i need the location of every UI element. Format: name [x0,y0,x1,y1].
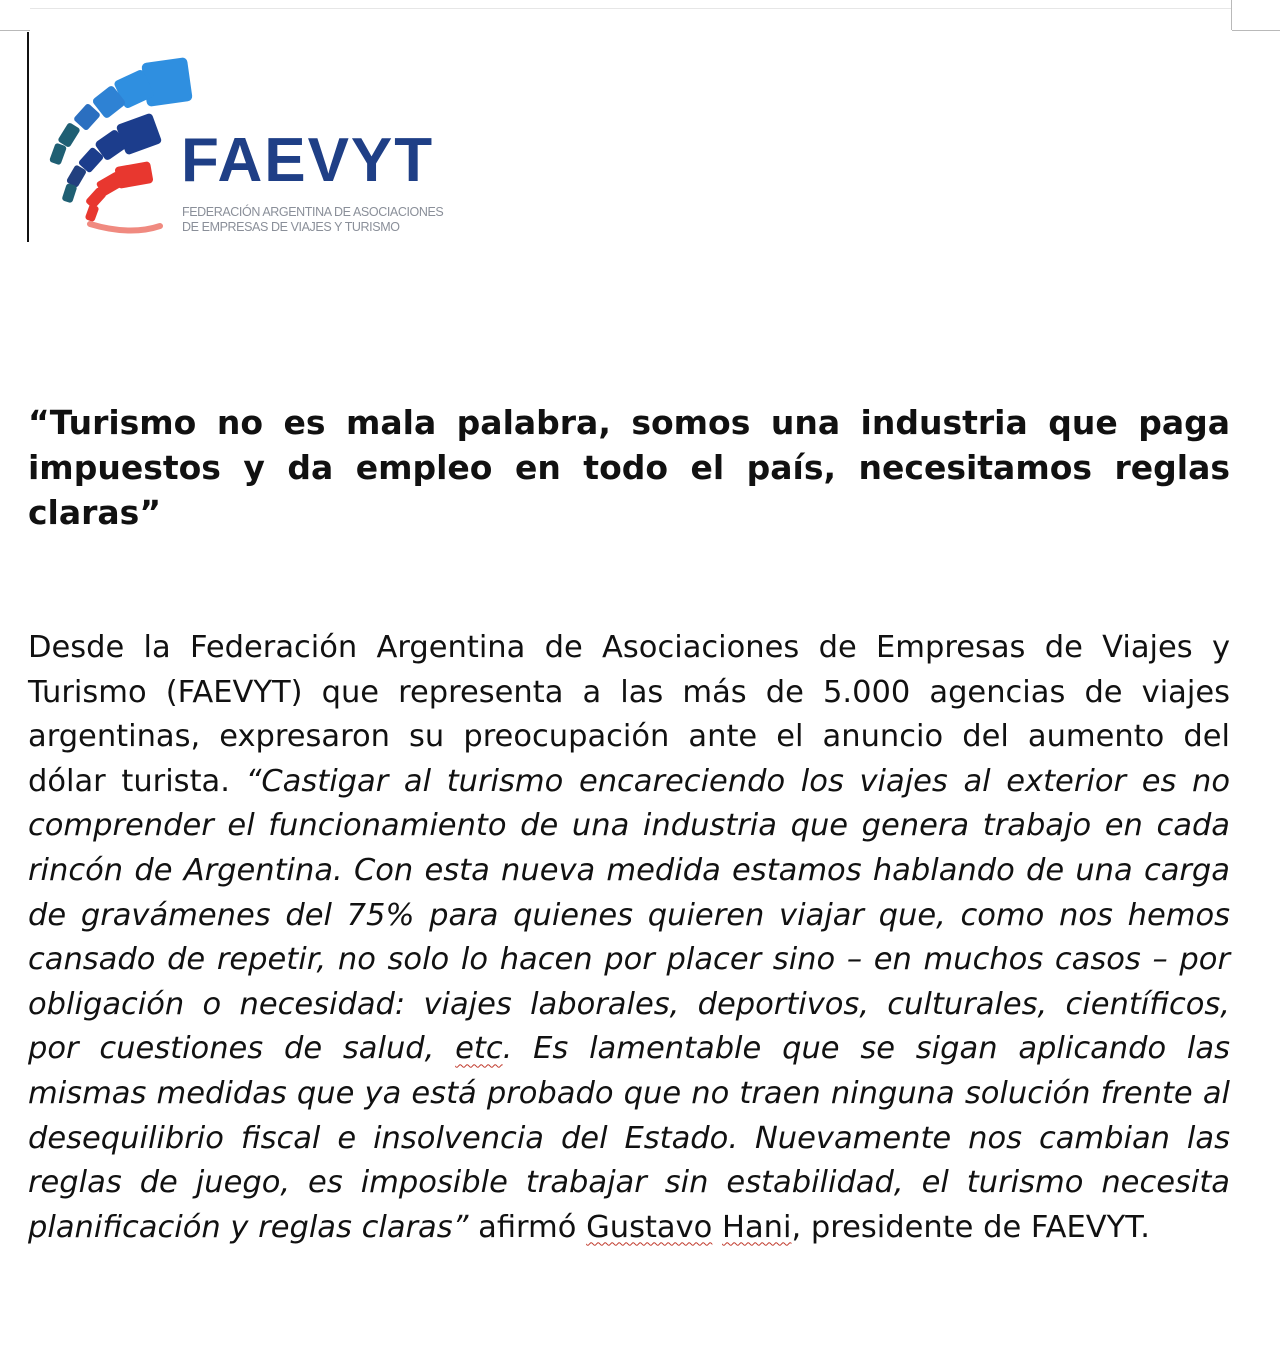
outro-prefix: afirmó [468,1209,587,1245]
quote-part2: . Es lamentable que se sigan aplicando las mismas medidas que ya está probado que no traen ninguna solución frente al desequilibrio fiscal e insolvencia del Estado. Nuevamente nos cambian las reglas de juego, es imposible trabajar sin estabilidad, el turismo necesita planificación y reglas claras” [28,1031,1230,1245]
article-quote [28,764,1230,1245]
margin-corner-mark [1231,0,1280,30]
speaker-space [712,1210,722,1245]
quote-etc: etc [455,1031,503,1067]
outro-suffix: , presidente de FAEVYT. [791,1209,1150,1245]
speaker-last-name: Hani [722,1209,792,1245]
quote-part1: “Castigar al turismo encareciendo los viajes al exterior es no comprender el funcionamiento de una industria que genera trabajo en cada rincón de Argentina. Con esta nueva medida estamos hablando de una carga de gravámenes del 75% para quienes quieren viajar que, como nos hemos cansado de repetir, no solo lo hacen por placer sino – en muchos casos – por obligación o necesidad: viajes laborales, deportivos, culturales, científicos, por cuestiones de salud, [28,763,1230,1067]
faevyt-logo [40,48,480,248]
logo-subtitle-line1: FEDERACIÓN ARGENTINA DE ASOCIACIONES [182,205,444,219]
logo-subtitle [182,205,443,235]
page-top-edge [30,0,1232,9]
article-intro: Desde la Federación Argentina de Asociaciones de Empresas de Viajes y Turismo (FAEVYT) que representa a las más de 5.000 agencias de viajes argentinas, expresaron su preocupación ante el anuncio del aumento del dólar turista. [28,630,1230,799]
article-paragraph [28,626,1230,1250]
margin-guide-left [0,30,30,31]
logo-wordmark: FAEVYT [181,126,435,195]
speaker-first-name: Gustavo [586,1209,713,1245]
logo-subtitle-line2: DE EMPRESAS DE VIAJES Y TURISMO [182,220,400,234]
text-cursor [27,32,29,242]
headline: “Turismo no es mala palabra, somos una industria que paga impuestos y da empleo en todo el país, necesitamos reglas claras” [28,403,1230,532]
margin-guide-right [1232,30,1280,31]
